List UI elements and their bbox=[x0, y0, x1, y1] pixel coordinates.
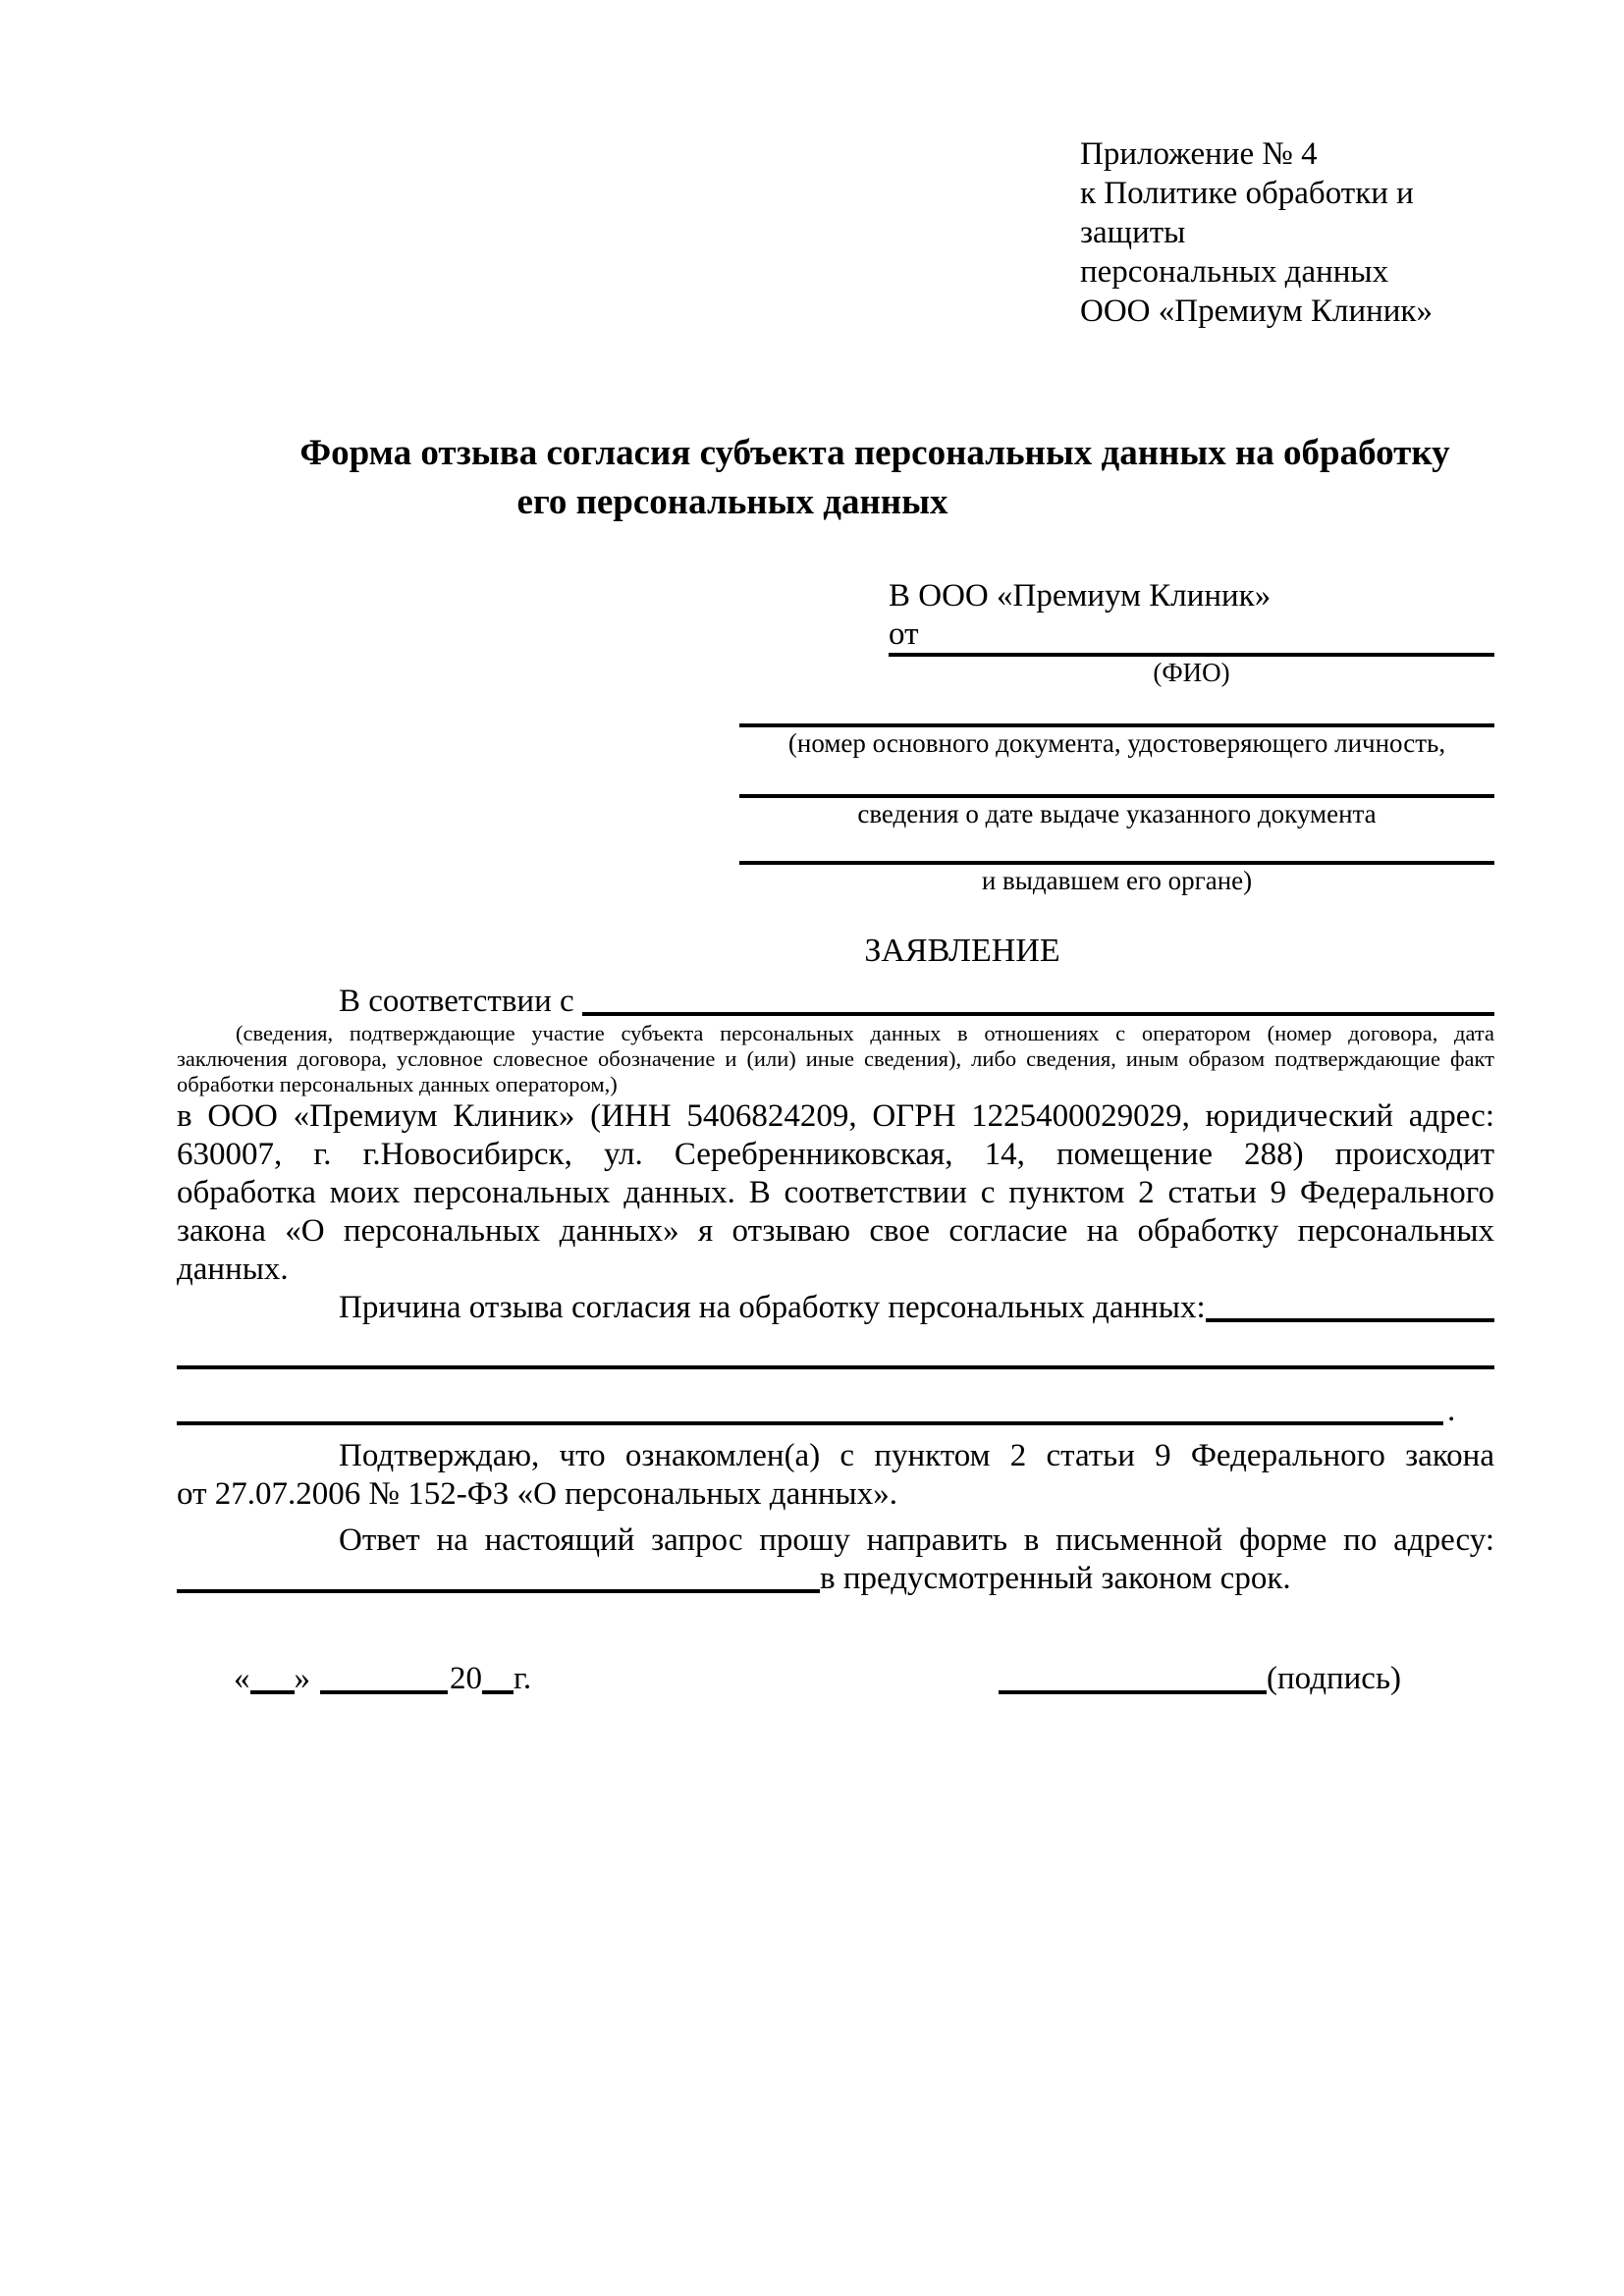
basis-blank-line bbox=[582, 983, 1494, 1021]
basis-label: В соответствии с bbox=[339, 984, 582, 1019]
signature-blank bbox=[999, 1690, 1267, 1694]
fio-caption: (ФИО) bbox=[1153, 658, 1230, 687]
appendix-note bbox=[1080, 0, 1494, 331]
document-title-line: его персональных данных bbox=[516, 482, 948, 522]
appendix-note-line: персональных данных bbox=[1080, 254, 1389, 290]
document-issuer-caption: и выдавшем его органе) bbox=[981, 866, 1253, 895]
date-signature-row bbox=[177, 1659, 1494, 1698]
response-line: Ответ на настоящий запрос прошу направить в письменной форме по адресу: bbox=[339, 1522, 1494, 1558]
reason-period: . bbox=[1447, 1393, 1456, 1428]
addressee-to: В ООО «Премиум Клиник» bbox=[889, 578, 1272, 614]
statement-body-line: закона «О персональных данных» я отзываю свое согласие на обработку персональных bbox=[177, 1213, 1494, 1249]
statement-body bbox=[177, 1097, 1494, 1289]
statement-body-line: обработка моих персональных данных. В соответствии с пунктом 2 статьи 9 Федерального bbox=[177, 1175, 1494, 1210]
statement-body-line: данных. bbox=[177, 1252, 289, 1287]
addressee-from-label: от bbox=[889, 616, 919, 652]
signature-caption: (подпись) bbox=[1267, 1661, 1401, 1696]
statement-body-line: 630007, г. г.Новосибирск, ул. Серебренниковская, 14, помещение 288) происходит bbox=[177, 1137, 1494, 1172]
basis-row bbox=[177, 983, 1494, 1021]
basis-footnote-line: обработки персональных данных оператором,) bbox=[177, 1072, 618, 1096]
response-paragraph bbox=[177, 1522, 1494, 1598]
appendix-note-line: к Политике обработки и защиты bbox=[1080, 176, 1414, 250]
year-suffix: г. bbox=[514, 1661, 532, 1696]
reason-label: Причина отзыва согласия на обработку персональных данных: bbox=[339, 1290, 1206, 1325]
document-number-caption: (номер основного документа, удостоверяющего личность, bbox=[787, 728, 1446, 758]
basis-footnote bbox=[177, 1021, 1494, 1097]
address-blank-line bbox=[177, 1560, 820, 1598]
date-open-quote: « bbox=[234, 1661, 250, 1696]
signature-field bbox=[999, 1659, 1401, 1698]
addressee-block bbox=[739, 576, 1494, 896]
reason-blank-line bbox=[1206, 1289, 1494, 1327]
date-close-quote: » bbox=[294, 1661, 310, 1696]
basis-footnote-line: (сведения, подтверждающие участие субъекта персональных данных в отношениях с оператором (номер договора, дата bbox=[236, 1021, 1494, 1045]
year-prefix: 20 bbox=[450, 1661, 482, 1696]
response-line-suffix: в предусмотренный законом срок. bbox=[820, 1561, 1291, 1596]
reason-blank-line-2 bbox=[177, 1365, 1494, 1369]
confirmation-line: Подтверждаю, что ознакомлен(а) с пунктом 2 статьи 9 Федерального закона bbox=[339, 1438, 1494, 1473]
confirmation-line: от 27.07.2006 № 152-ФЗ «О персональных данных». bbox=[177, 1476, 897, 1512]
month-blank bbox=[320, 1690, 448, 1694]
statement-heading: ЗАЯВЛЕНИЕ bbox=[864, 933, 1060, 969]
reason-blank-line-3 bbox=[177, 1393, 1494, 1428]
appendix-note-line: Приложение № 4 bbox=[1080, 136, 1318, 172]
day-blank bbox=[250, 1690, 295, 1694]
page-content bbox=[177, 0, 1494, 1698]
year-blank bbox=[482, 1690, 514, 1694]
appendix-note-line: ООО «Премиум Клиник» bbox=[1080, 294, 1433, 329]
confirmation-paragraph bbox=[177, 1437, 1494, 1514]
basis-footnote-line: заключения договора, условное словесное обозначение и (или) иные сведения), либо сведения, иным образом подтверждающие факт bbox=[177, 1046, 1494, 1071]
response-address-row bbox=[177, 1560, 1494, 1598]
document-title-line: Форма отзыва согласия субъекта персональных данных на обработку bbox=[299, 433, 1450, 473]
reason-row bbox=[177, 1289, 1494, 1327]
reason-blank-line-3-rule bbox=[177, 1421, 1443, 1425]
document-title bbox=[177, 429, 1494, 527]
statement-body-line: в ООО «Премиум Клиник» (ИНН 5406824209, ОГРН 1225400029029, юридический адрес: bbox=[177, 1098, 1494, 1134]
date-field bbox=[234, 1659, 531, 1698]
document-issue-date-caption: сведения о дате выдаче указанного документа bbox=[857, 799, 1377, 828]
